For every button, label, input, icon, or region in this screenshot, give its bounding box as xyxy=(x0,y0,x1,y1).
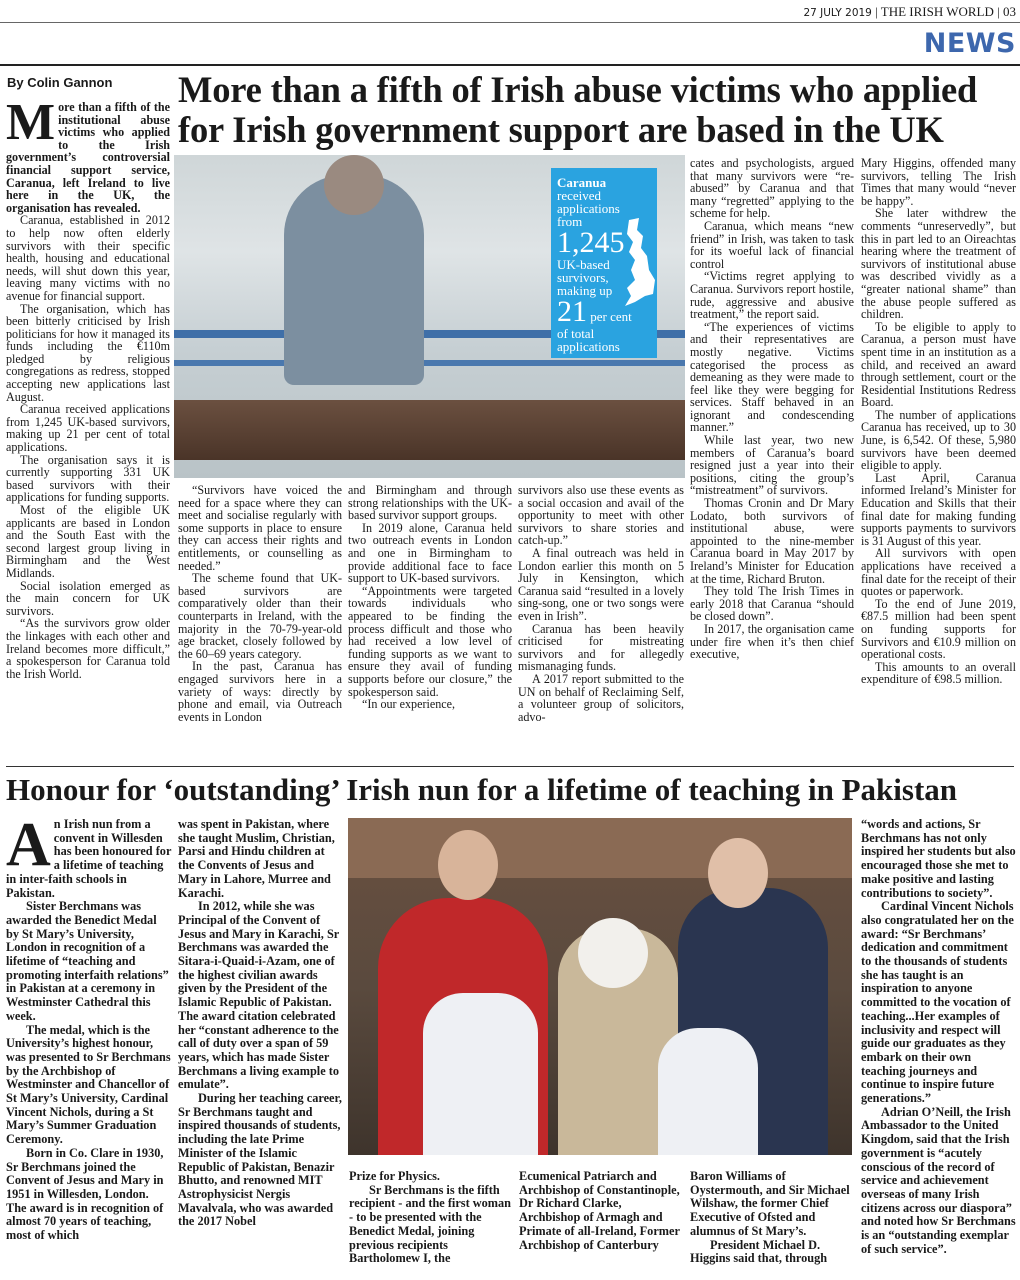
paragraph: was spent in Pakistan, where she taught Muslim, Christian, Parsi and Hindu children at the Convents of Jesus and Mary in Lahore, Murree and Karachi. xyxy=(178,817,335,900)
paragraph: Caranua, established in 2012 to help now often elderly survivors with their specific health, housing and educational needs, will shut down this year, leaving many victims with no avenue for financial support. xyxy=(6,213,170,303)
paragraph: They told The Irish Times in early 2018 that Caranua “should be closed down”. xyxy=(690,584,854,624)
article1-column-1 xyxy=(6,94,170,761)
paragraph: A 2017 report submitted to the UN on behalf of Reclaiming Self, a volunteer group of solicitors, advo- xyxy=(518,671,684,724)
article1-column-6 xyxy=(861,157,1016,686)
paragraph: Last April, Caranua informed Ireland’s Minister for Education and Skills that their final date for making funding supports payments to survivors is 31 August of this year. xyxy=(861,470,1016,548)
infobox-title: Caranua xyxy=(557,175,607,190)
railing xyxy=(174,360,685,366)
page-number: 03 xyxy=(1003,4,1016,19)
paragraph: Prize for Physics. xyxy=(349,1169,440,1183)
bench xyxy=(174,400,685,460)
paragraph: “Victims regret applying to Caranua. Survivors report hostile, rude, aggressive and abusive treatment,” the report said. xyxy=(690,269,854,322)
paragraph: “In our experience, xyxy=(362,697,456,712)
head xyxy=(324,155,384,215)
paragraph: To be eligible to apply to Caranua, a person must have spent time in an institution as a child, and received an award through settlement, court or the Residential Institutions Redress Board. xyxy=(861,319,1016,410)
paragraph: The organisation, which has been bitterly criticised by Irish politicians for how it managed its funds including the €110m pledged by religious congregations as redress, stopped accepting new applications last August. xyxy=(6,301,170,404)
paragraph: All survivors with open applications have received a final date for the receipt of their quotes or paperwork. xyxy=(861,546,1016,599)
paragraph: cates and psychologists, argued that many survivors were “re-abused” by Caranua and that many “regretted” applying to the scheme for help. xyxy=(690,156,854,221)
veil xyxy=(578,918,648,988)
article-lede xyxy=(6,811,172,900)
paragraph: The organisation says it is currently supporting 331 UK based survivors with their applications for funding supports. xyxy=(6,452,170,505)
paragraph: Caranua received applications from 1,245 UK-based survivors, making up 21 per cent of total applications. xyxy=(6,402,170,455)
lede-text: n Irish nun from a convent in Willesden has been honoured for a lifetime of teaching in inter-faith schools in Pakistan. xyxy=(6,817,172,900)
infographic-box xyxy=(551,168,657,358)
paragraph: Caranua, which means “new friend” in Irish, was taken to task for its woeful lack of financial control xyxy=(690,218,854,271)
background-wall xyxy=(348,818,852,878)
paragraph: To the end of June 2019, €87.5 million had been spent on funding supports for Survivors and €10.9 million on operational costs. xyxy=(861,596,1016,662)
article-lede xyxy=(6,94,170,215)
paragraph: She later withdrew the comments “unreservedly”, but this in part led to an Oireachtas hearing where the treatment of survivors of institutional abuse was described vividly as a “greater national shame” than the abuse people suffered as children. xyxy=(861,206,1016,322)
infobox-text: of total applications xyxy=(557,326,620,354)
divider xyxy=(6,766,1014,767)
byline: By Colin Gannon xyxy=(7,75,113,90)
infobox-percent: 21 xyxy=(557,295,587,328)
paragraph: In the past, Caranua has engaged survivors here in a variety of ways: directly by phone and email, via Outreach events in London xyxy=(178,659,342,724)
article1-column-3 xyxy=(348,484,512,711)
paragraph: Baron Williams of Oystermouth, and Sir Michael Wilshaw, the former Chief Executive of Ofsted and alumnus of St Mary’s. xyxy=(690,1169,850,1238)
article1-column-4 xyxy=(518,484,684,723)
paragraph: The medal, which is the University’s highest honour, was presented to Sr Berchmans by the Archbishop of Westminster and Chancellor of St Mary’s University, Cardinal Vincent Nichols, during a St Mary’s Summer Graduation Ceremony. xyxy=(6,1022,171,1147)
paragraph: This amounts to an overall expenditure of €98.5 million. xyxy=(861,659,1016,687)
paragraph: The scheme found that UK-based survivors are comparatively older than their counterparts in Ireland, with the majority in the 70-79-year-old age bracket, closely followed by the 60–69 years category. xyxy=(178,571,342,661)
paragraph: Sr Berchmans is the fifth recipient - and the first woman - to be presented with the Benedict Medal, joining previous recipients Bartholomew I, the xyxy=(349,1182,512,1266)
paragraph: “The experiences of victims and their representatives are mostly negative. Victims categorised the process as demeaning as they were made to feel like they were begging for services. Staff behaved in an ignorant and condescending manner.” xyxy=(690,319,854,435)
paragraph: “Appointments were targeted towards individuals who appeared to be finding the process difficult and those who had received a low level of funding supports as we want to ensure they avail of funding supports before our closure,” the spokesperson said. xyxy=(348,583,512,699)
paragraph: Most of the eligible UK applicants are based in London and the South East with the second largest group living in Birmingham and the West Midlands. xyxy=(6,503,170,580)
head xyxy=(708,838,768,908)
photo-award-ceremony xyxy=(348,818,852,1155)
article1-column-5 xyxy=(690,157,854,661)
article2-column-5 xyxy=(690,1170,854,1266)
paragraph: Ecumenical Patriarch and Archbishop of Constantinople, Dr Richard Clarke, Archbishop of Armagh and Primate of all-Ireland, Former Archbishop of Canterbury xyxy=(519,1169,680,1252)
boy-figure xyxy=(423,993,538,1155)
infobox-text: received applications from xyxy=(557,188,620,229)
head xyxy=(438,830,498,900)
paragraph: “Survivors have voiced the need for a space where they can meet and socialise regularly with some supports in place to ensure they can access their rights and entitlements, or counselling as needed.” xyxy=(178,483,342,573)
article2-column-3 xyxy=(349,1170,513,1266)
uk-map-icon xyxy=(621,218,657,308)
publication-name: THE IRISH WORLD xyxy=(880,4,994,19)
lede-text: ore than a fifth of the institutional abuse victims who applied to the Irish government’s controversial financial support service, Caranua, left Ireland to live here in the UK, the organisation has revealed. xyxy=(6,100,170,215)
drop-cap: A xyxy=(6,811,51,879)
paragraph: President Michael D. Higgins said that, through xyxy=(690,1237,828,1266)
article2-column-1 xyxy=(6,811,172,1243)
paragraph: Born in Co. Clare in 1930, Sr Berchmans joined the Convent of Jesus and Mary in 1951 in Willesden, London. The award is in recognition of almost 70 years of teaching, most of which xyxy=(6,1145,164,1243)
paragraph: survivors also use these events as a social occasion and avail of the opportunity to meet with other survivors to share stories and catch-up.” xyxy=(518,483,684,548)
infobox-text: per cent xyxy=(590,309,632,324)
paragraph: Sister Berchmans was awarded the Benedict Medal by St Mary’s University, London in recognition of a lifetime of “teaching and promoting interfaith relations” in Pakistan at a ceremony in Westminster Cathedral this week. xyxy=(6,899,169,1023)
paragraph: “words and actions, Sr Berchmans has not only inspired her students but also encouraged those she met to make positive and lasting contributions to society”. xyxy=(861,817,1016,900)
issue-date: 27 JULY 2019 xyxy=(803,7,872,19)
article2-column-4 xyxy=(519,1170,683,1252)
paragraph: While last year, two new members of Caranua’s board resigned just a year into their positions, citing the group’s “mistreatment” of survivors. xyxy=(690,433,854,498)
paragraph: Cardinal Vincent Nichols also congratulated her on the award: “Sr Berchmans’ dedication and commitment to the thousands of students she has taught is an inspiration to anyone committed to the vocation of teaching...Her examples of inclusivity and respect will guide our graduates as they embark on their own teaching journeys and continue to inspire future generations.” xyxy=(861,899,1014,1106)
infobox-text: UK-based survivors, making up xyxy=(557,257,613,298)
paragraph: In 2017, the organisation came under fire when it’s then chief executive, xyxy=(690,621,854,662)
paragraph: During her teaching career, Sr Berchmans taught and inspired thousands of students, including the late Prime Minister of the Islamic Republic of Pakistan, Benazir Bhutto, and renowned MIT Astrophysicist Nergis Mavalvala, who was awarded the 2017 Nobel xyxy=(178,1091,342,1229)
article-headline: Honour for ‘outstanding’ Irish nun for a lifetime of teaching in Pakistan xyxy=(6,772,958,807)
article2-column-6 xyxy=(861,818,1018,1257)
masthead: 27 JULY 2019 | THE IRISH WORLD | 03 xyxy=(803,4,1016,19)
paragraph: “As the survivors grow older the linkages with each other and Ireland becomes more difficult,” a spokesperson for Caranua told the Irish World. xyxy=(6,616,170,681)
paragraph: A final outreach was held in London earlier this month on 5 July in Kensington, which Caranua said “resulted in a lovely sing-song, one or two songs were even in Irish”. xyxy=(518,545,684,623)
article1-column-2 xyxy=(178,484,342,723)
paragraph: Caranua has been heavily criticised for mistreating survivors and for allegedly mismanaging funds. xyxy=(518,621,684,674)
paragraph: In 2019 alone, Caranua held two outreach events in London and one in Birmingham to provide additional face to face support to UK-based survivors. xyxy=(348,520,512,586)
paragraph: Mary Higgins, offended many survivors, telling The Irish Times that many would “never be happy”. xyxy=(861,156,1016,208)
infobox-number: 1,245 xyxy=(557,226,625,259)
drop-cap: M xyxy=(6,94,56,151)
paragraph: and Birmingham and through strong relationships with the UK-based survivor support groups. xyxy=(348,483,512,523)
divider xyxy=(0,22,1020,23)
paragraph: Thomas Cronin and Dr Mary Lodato, both survivors of institutional abuse, were appointed to the nine-member Caranua board in May 2017 by Ireland’s Minister for Education at the time, Richard Bruton. xyxy=(690,496,854,586)
divider xyxy=(0,64,1020,66)
paragraph: The number of applications Caranua has received, up to 30 June, is 6,542. Of these, 5,980 survivors have been deemed eligible to apply. xyxy=(861,407,1016,473)
article-headline: More than a fifth of Irish abuse victims who applied for Irish government support are based in the UK xyxy=(178,69,978,150)
paragraph: Adrian O’Neill, the Irish Ambassador to the United Kingdom, said that the Irish government is “acutely conscious of the record of service and achievement overseas of many Irish citizens across our diaspora” and noted how Sr Berchmans is an “outstanding exemplar of such service”. xyxy=(861,1104,1016,1256)
article2-column-2 xyxy=(178,818,344,1229)
paragraph: Social isolation emerged as the main concern for UK survivors. xyxy=(6,578,170,618)
paragraph: In 2012, while she was Principal of the Convent of Jesus and Mary in Karachi, Sr Berchmans was awarded the Sitara-i-Quaid-i-Azam, one of the highest civilian awards given by the President of the Islamic Republic of Pakistan. The award citation celebrated her “constant adherence to the call of duty over a span of 59 years, which has made Sister Berchmans a living example to emulate”. xyxy=(178,899,340,1092)
section-label: NEWS xyxy=(923,28,1016,59)
boy-figure xyxy=(658,1028,758,1155)
